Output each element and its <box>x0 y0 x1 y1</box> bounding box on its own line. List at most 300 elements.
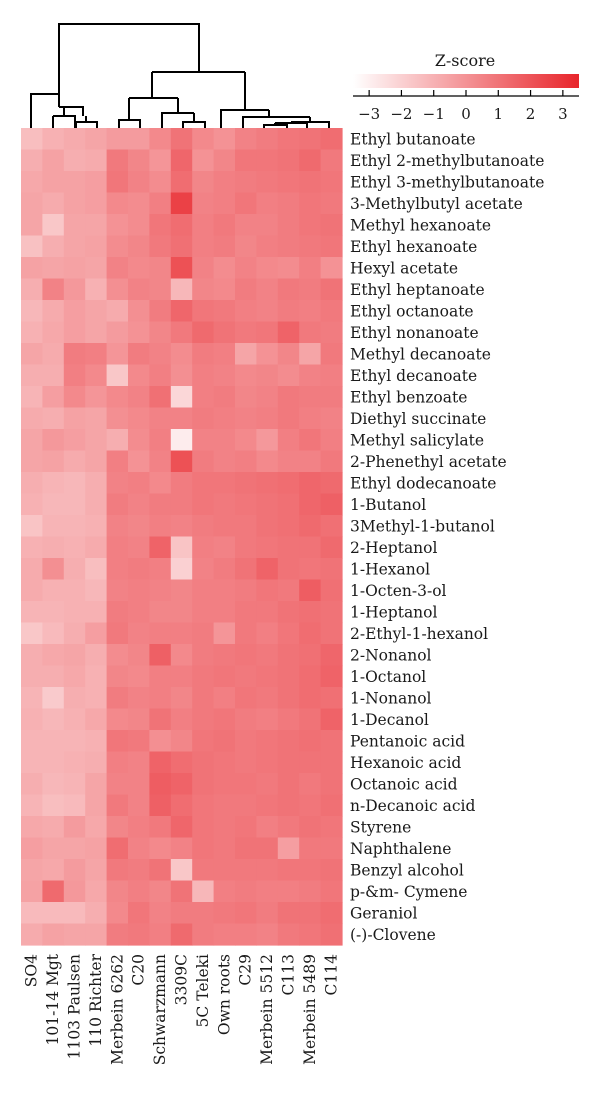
heatmap-cell <box>278 451 300 473</box>
heatmap-cell <box>321 558 343 580</box>
heatmap-cell <box>42 322 64 344</box>
heatmap-cell <box>128 881 150 903</box>
heatmap-cell <box>256 709 278 731</box>
heatmap-cell <box>214 322 236 344</box>
heatmap-cell <box>128 494 150 516</box>
legend-tick-label: −2 <box>390 105 413 123</box>
heatmap-cell <box>171 902 193 924</box>
dendro-branch <box>59 24 199 94</box>
heatmap-cell <box>278 558 300 580</box>
heatmap-cell <box>192 451 214 473</box>
heatmap-cell <box>107 451 129 473</box>
heatmap-cell <box>256 752 278 774</box>
heatmap-cell <box>278 902 300 924</box>
heatmap-cell <box>278 257 300 279</box>
zscore-legend <box>353 51 579 123</box>
heatmap-cell <box>278 537 300 559</box>
row-label: Methyl hexanoate <box>350 216 491 235</box>
row-label: Methyl decanoate <box>350 345 491 364</box>
heatmap-cell <box>128 752 150 774</box>
heatmap-cell <box>171 279 193 301</box>
heatmap-cell <box>42 687 64 709</box>
heatmap-cell <box>299 150 321 172</box>
row-label: (-)-Clovene <box>350 925 436 944</box>
heatmap-cell <box>149 494 171 516</box>
heatmap-cell <box>107 644 129 666</box>
heatmap-cell <box>278 150 300 172</box>
heatmap-cell <box>149 666 171 688</box>
heatmap-cell <box>256 730 278 752</box>
heatmap-cell <box>149 236 171 258</box>
heatmap-cell <box>171 666 193 688</box>
heatmap-cell <box>171 816 193 838</box>
legend-tick-label: −3 <box>358 105 381 123</box>
heatmap-cell <box>21 924 43 946</box>
heatmap-cell <box>21 558 43 580</box>
heatmap-cell <box>256 838 278 860</box>
heatmap-cell <box>278 408 300 430</box>
heatmap-cell <box>171 580 193 602</box>
heatmap-cell <box>192 601 214 623</box>
heatmap-cell <box>321 580 343 602</box>
column-label: Merbein 6262 <box>108 954 127 1065</box>
heatmap-cell <box>278 881 300 903</box>
heatmap-cell <box>235 214 257 236</box>
heatmap-cell <box>299 859 321 881</box>
heatmap-cell <box>149 322 171 344</box>
heatmap-cell <box>42 537 64 559</box>
heatmap-cell <box>299 236 321 258</box>
heatmap-cell <box>192 343 214 365</box>
heatmap-cell <box>107 881 129 903</box>
heatmap-cell <box>256 408 278 430</box>
heatmap-cell <box>192 494 214 516</box>
heatmap-cell <box>299 902 321 924</box>
heatmap-cell <box>128 408 150 430</box>
heatmap-cell <box>171 859 193 881</box>
heatmap-cell <box>107 924 129 946</box>
heatmap-cell <box>149 279 171 301</box>
heatmap-cell <box>214 773 236 795</box>
heatmap-cell <box>64 171 86 193</box>
heatmap-cell <box>42 494 64 516</box>
heatmap-cell <box>299 128 321 150</box>
heatmap-cell <box>256 816 278 838</box>
heatmap-cell <box>128 558 150 580</box>
row-label: 1-Hexanol <box>350 560 431 579</box>
heatmap-cell <box>128 150 150 172</box>
heatmap-cell <box>128 816 150 838</box>
heatmap-cell <box>42 709 64 731</box>
heatmap-cell <box>42 924 64 946</box>
heatmap-cell <box>192 709 214 731</box>
heatmap-cell <box>42 257 64 279</box>
heatmap-cell <box>214 795 236 817</box>
heatmap-cell <box>299 730 321 752</box>
heatmap-cell <box>214 429 236 451</box>
heatmap-cell <box>128 193 150 215</box>
heatmap-cell <box>85 558 107 580</box>
heatmap-cell <box>171 601 193 623</box>
heatmap-cell <box>299 408 321 430</box>
heatmap-cell <box>214 881 236 903</box>
row-label: Diethyl succinate <box>350 409 487 428</box>
heatmap-cell <box>21 236 43 258</box>
heatmap-cell <box>235 494 257 516</box>
heatmap-cell <box>42 730 64 752</box>
heatmap-cell <box>214 644 236 666</box>
heatmap-cell <box>85 279 107 301</box>
heatmap-cell <box>192 193 214 215</box>
heatmap-cell <box>235 365 257 387</box>
heatmap-cell <box>214 408 236 430</box>
heatmap-cell <box>21 515 43 537</box>
heatmap-cell <box>107 300 129 322</box>
heatmap-cell <box>321 408 343 430</box>
heatmap-cell <box>64 666 86 688</box>
heatmap-cell <box>85 687 107 709</box>
heatmap-cell <box>214 709 236 731</box>
heatmap-cell <box>85 881 107 903</box>
row-label: 3-Methylbutyl acetate <box>350 194 523 213</box>
heatmap-cell <box>64 709 86 731</box>
dendro-branch <box>31 94 59 128</box>
heatmap-cell <box>299 881 321 903</box>
heatmap-cell <box>192 881 214 903</box>
heatmap-cell <box>128 429 150 451</box>
heatmap-cell <box>149 795 171 817</box>
heatmap-cell <box>149 623 171 645</box>
heatmap-cell <box>256 236 278 258</box>
heatmap-cell <box>128 343 150 365</box>
heatmap-cell <box>321 730 343 752</box>
heatmap-cell <box>21 687 43 709</box>
heatmap-cell <box>21 300 43 322</box>
heatmap-cell <box>256 365 278 387</box>
heatmap-cell <box>128 773 150 795</box>
row-label: Ethyl dodecanoate <box>350 474 497 493</box>
heatmap-cell <box>235 279 257 301</box>
heatmap-cell <box>214 580 236 602</box>
heatmap-cell <box>128 709 150 731</box>
heatmap-cell <box>85 666 107 688</box>
legend-tick-label: −1 <box>422 105 445 123</box>
heatmap-cell <box>85 902 107 924</box>
heatmap-cell <box>321 429 343 451</box>
heatmap-cell <box>64 193 86 215</box>
heatmap-cell <box>278 365 300 387</box>
heatmap-cell <box>192 236 214 258</box>
heatmap-cell <box>235 838 257 860</box>
heatmap-cell <box>192 730 214 752</box>
heatmap-cell <box>107 816 129 838</box>
heatmap-cell <box>107 902 129 924</box>
heatmap-cell <box>192 558 214 580</box>
heatmap-cell <box>299 687 321 709</box>
heatmap-cell <box>299 601 321 623</box>
heatmap-cell <box>214 558 236 580</box>
heatmap-cell <box>278 924 300 946</box>
heatmap-cell <box>64 386 86 408</box>
heatmap-cell <box>85 859 107 881</box>
heatmap-cell <box>192 687 214 709</box>
heatmap-cell <box>107 838 129 860</box>
heatmap-cell <box>256 666 278 688</box>
heatmap-cell <box>214 279 236 301</box>
heatmap-cell <box>171 515 193 537</box>
heatmap-cell <box>235 601 257 623</box>
heatmap-cell <box>42 150 64 172</box>
heatmap-cell <box>21 666 43 688</box>
heatmap-cell <box>299 494 321 516</box>
heatmap-cell <box>64 687 86 709</box>
heatmap-cell <box>171 343 193 365</box>
heatmap-cell <box>256 128 278 150</box>
column-label: 110 Richter <box>86 954 105 1047</box>
heatmap-cell <box>278 214 300 236</box>
legend-tick-label: 0 <box>461 105 471 123</box>
legend-color-bar <box>353 74 579 88</box>
column-label: C113 <box>279 954 298 996</box>
heatmap-cell <box>128 795 150 817</box>
heatmap-cell <box>21 343 43 365</box>
row-label: Benzyl alcohol <box>350 861 464 880</box>
heatmap-cell <box>235 515 257 537</box>
heatmap-cell <box>149 429 171 451</box>
dendro-branch <box>59 107 83 116</box>
heatmap-cell <box>192 279 214 301</box>
heatmap-cell <box>235 300 257 322</box>
heatmap-cell <box>42 365 64 387</box>
heatmap-cell <box>128 838 150 860</box>
heatmap-cell <box>171 365 193 387</box>
heatmap-cell <box>171 386 193 408</box>
heatmap-cell <box>299 257 321 279</box>
heatmap-cell <box>171 193 193 215</box>
heatmap-cell <box>278 472 300 494</box>
heatmap-cell <box>42 859 64 881</box>
heatmap-cell <box>235 795 257 817</box>
heatmap-cell <box>21 171 43 193</box>
heatmap-cell <box>192 580 214 602</box>
heatmap-cell <box>64 257 86 279</box>
heatmap-cell <box>299 795 321 817</box>
heatmap-cell <box>299 279 321 301</box>
heatmap-cell <box>235 558 257 580</box>
heatmap-cell <box>64 365 86 387</box>
heatmap-cell <box>42 386 64 408</box>
heatmap-cell <box>149 752 171 774</box>
heatmap-cell <box>64 279 86 301</box>
heatmap-cell <box>128 859 150 881</box>
heatmap-cell <box>21 838 43 860</box>
heatmap-cell <box>214 601 236 623</box>
heatmap-cell <box>256 257 278 279</box>
heatmap-cell <box>214 257 236 279</box>
heatmap-cell <box>192 150 214 172</box>
heatmap-cell <box>149 343 171 365</box>
heatmap-cell <box>42 838 64 860</box>
heatmap-cell <box>235 644 257 666</box>
heatmap-cell <box>214 300 236 322</box>
heatmap-cell <box>192 429 214 451</box>
heatmap-cell <box>42 279 64 301</box>
heatmap-cell <box>85 601 107 623</box>
heatmap-cell <box>321 279 343 301</box>
row-label: Octanoic acid <box>350 775 458 794</box>
heatmap-cell <box>214 902 236 924</box>
heatmap-cell <box>278 666 300 688</box>
heatmap-cell <box>214 687 236 709</box>
heatmap-cell <box>64 515 86 537</box>
heatmap-cell <box>299 300 321 322</box>
heatmap-cell <box>21 859 43 881</box>
heatmap-cell <box>21 150 43 172</box>
heatmap-cell <box>42 451 64 473</box>
heatmap-cell <box>42 214 64 236</box>
heatmap-cell <box>107 214 129 236</box>
heatmap-cell <box>149 924 171 946</box>
heatmap-cell <box>107 580 129 602</box>
row-label: 2-Heptanol <box>350 538 438 557</box>
heatmap-cell <box>214 150 236 172</box>
heatmap-cell <box>149 150 171 172</box>
heatmap-cell <box>107 386 129 408</box>
heatmap-cell <box>214 236 236 258</box>
heatmap-cell <box>321 601 343 623</box>
heatmap-cell <box>42 300 64 322</box>
heatmap-cell <box>278 730 300 752</box>
heatmap-cell <box>85 408 107 430</box>
heatmap-cell <box>235 150 257 172</box>
heatmap-cell <box>128 515 150 537</box>
heatmap-cell <box>278 386 300 408</box>
heatmap-cell <box>299 451 321 473</box>
heatmap-cell <box>85 730 107 752</box>
heatmap-cell <box>149 816 171 838</box>
heatmap-cell <box>85 300 107 322</box>
heatmap-cell <box>42 429 64 451</box>
heatmap-cell <box>278 623 300 645</box>
heatmap-cell <box>192 537 214 559</box>
heatmap-cell <box>171 795 193 817</box>
heatmap-cell <box>21 709 43 731</box>
heatmap-cell <box>235 236 257 258</box>
heatmap-cell <box>107 752 129 774</box>
heatmap-cell <box>256 150 278 172</box>
heatmap-cell <box>107 279 129 301</box>
heatmap-cell <box>278 709 300 731</box>
heatmap-cell <box>128 236 150 258</box>
heatmap-cell <box>64 816 86 838</box>
heatmap-cell <box>107 515 129 537</box>
heatmap-cell <box>235 623 257 645</box>
heatmap-cell <box>256 343 278 365</box>
column-label: SO4 <box>22 954 41 988</box>
heatmap-cell <box>21 365 43 387</box>
heatmap-cell <box>85 365 107 387</box>
heatmap-cell <box>128 472 150 494</box>
heatmap-cell <box>321 644 343 666</box>
heatmap-cell <box>192 300 214 322</box>
heatmap-cell <box>171 429 193 451</box>
heatmap-cell <box>21 601 43 623</box>
heatmap-cell <box>321 171 343 193</box>
heatmap-cell <box>21 408 43 430</box>
column-label: C20 <box>129 954 148 986</box>
heatmap-cell <box>107 128 129 150</box>
heatmap-cell <box>42 580 64 602</box>
heatmap-cell <box>321 365 343 387</box>
dendro-branch <box>53 116 75 128</box>
heatmap-cell <box>321 859 343 881</box>
heatmap-cell <box>64 429 86 451</box>
heatmap-cell <box>128 644 150 666</box>
heatmap-cell <box>256 171 278 193</box>
row-label: 1-Butanol <box>350 495 427 514</box>
row-label: Geraniol <box>350 904 418 923</box>
heatmap-cell <box>321 881 343 903</box>
heatmap-cell <box>321 150 343 172</box>
heatmap-cell <box>171 752 193 774</box>
heatmap-cell <box>299 644 321 666</box>
heatmap-cell <box>42 558 64 580</box>
heatmap-cell <box>299 515 321 537</box>
dendro-branch <box>119 120 140 128</box>
heatmap-cell <box>107 687 129 709</box>
heatmap-cell <box>278 859 300 881</box>
heatmap-cell <box>107 171 129 193</box>
heatmap-cell <box>64 150 86 172</box>
heatmap-cell <box>85 236 107 258</box>
heatmap-cell <box>299 322 321 344</box>
heatmap-cell <box>42 472 64 494</box>
heatmap-cell <box>235 881 257 903</box>
heatmap-cell <box>171 494 193 516</box>
heatmap-cell <box>149 128 171 150</box>
heatmap-cell <box>278 795 300 817</box>
column-label: 5C Teleki <box>193 954 212 1028</box>
heatmap-cell <box>42 881 64 903</box>
heatmap-cell <box>85 128 107 150</box>
heatmap-cell <box>64 623 86 645</box>
row-label: 1-Decanol <box>350 710 429 729</box>
heatmap-cell <box>64 558 86 580</box>
heatmap-cell <box>85 752 107 774</box>
heatmap-cell <box>321 343 343 365</box>
heatmap-cell <box>128 580 150 602</box>
heatmap-cell <box>64 451 86 473</box>
heatmap-cell <box>21 537 43 559</box>
legend-ticks <box>358 90 568 123</box>
heatmap-cell <box>299 580 321 602</box>
heatmap-cell <box>256 881 278 903</box>
row-label: Naphthalene <box>350 839 452 858</box>
heatmap-cell <box>21 795 43 817</box>
heatmap-cell <box>64 236 86 258</box>
heatmap-cell <box>171 881 193 903</box>
heatmap-cell <box>171 709 193 731</box>
heatmap-cell <box>192 859 214 881</box>
heatmap-cell <box>256 322 278 344</box>
heatmap-cell <box>214 623 236 645</box>
heatmap-cell <box>64 902 86 924</box>
heatmap-cell <box>214 343 236 365</box>
legend-tick-label: 2 <box>525 105 536 123</box>
heatmap-cell <box>278 193 300 215</box>
heatmap-cell <box>256 279 278 301</box>
heatmap-cells <box>21 128 343 946</box>
